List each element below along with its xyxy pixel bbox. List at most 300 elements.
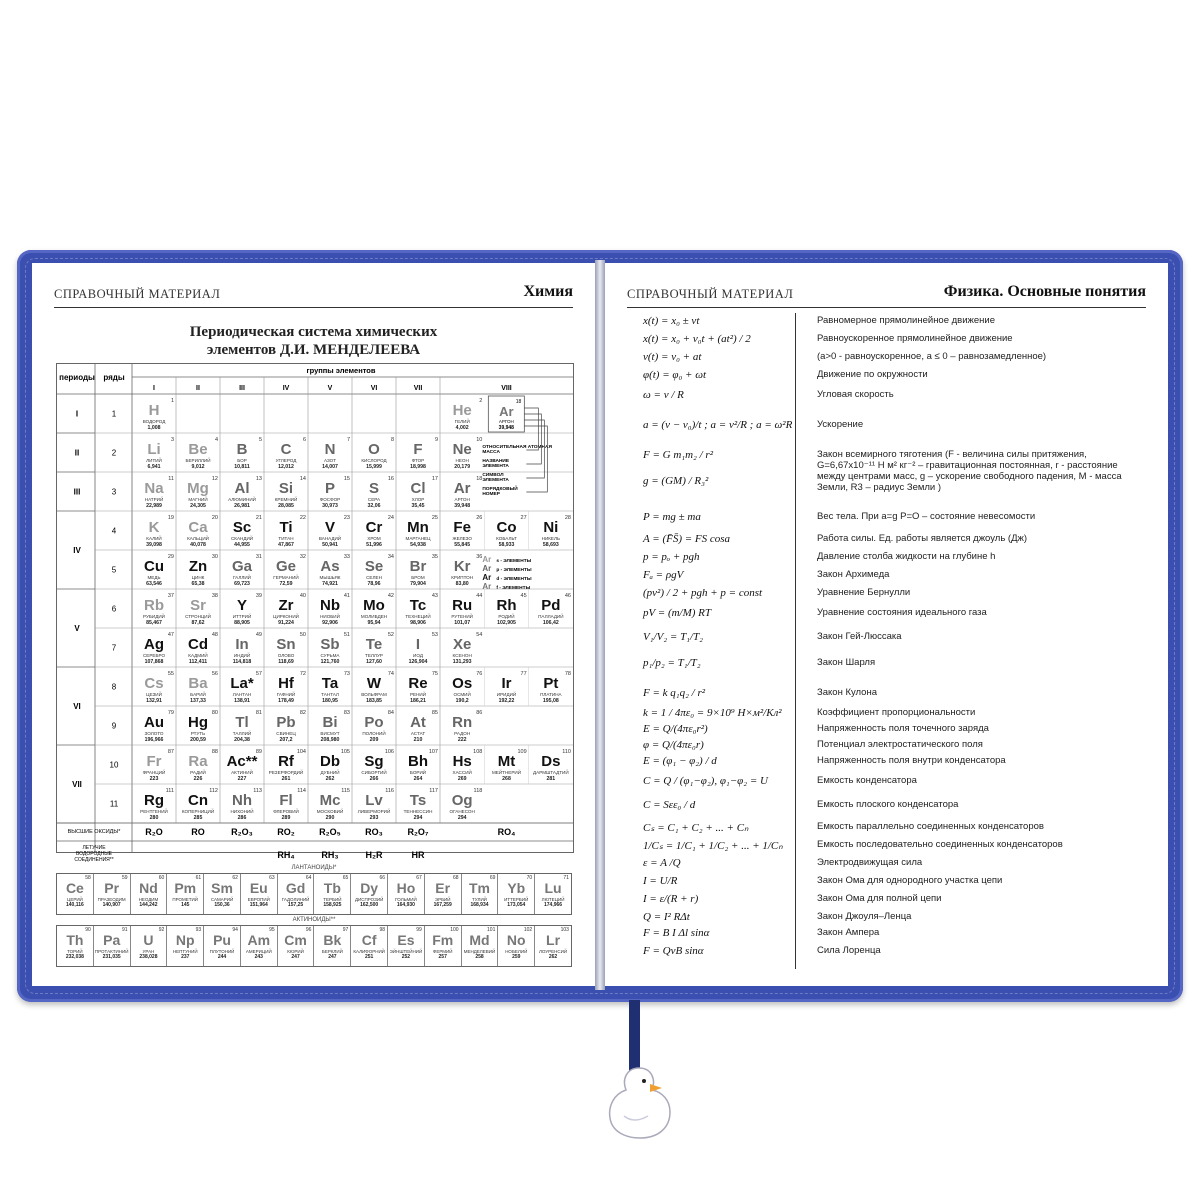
- atomic-number: 84: [387, 710, 394, 716]
- element-symbol: As: [320, 558, 340, 575]
- f-block: [56, 865, 572, 967]
- atomic-mass: 50,941: [322, 542, 338, 548]
- element-symbol: H: [148, 402, 160, 419]
- element-name: ИТТРИЙ: [232, 614, 252, 619]
- element-name: ЦЕЗИЙ: [146, 692, 162, 697]
- atomic-mass: 164,930: [396, 902, 415, 908]
- element-name: НЕОДИМ: [138, 897, 159, 902]
- atomic-mass: 208,980: [320, 737, 340, 743]
- hydrides-label: ЛЕТУЧИЕ: [82, 845, 106, 851]
- atomic-number: 74: [387, 671, 394, 677]
- atomic-number: 43: [431, 593, 438, 599]
- f-element-cell: [131, 926, 168, 966]
- atomic-mass: 39,098: [146, 542, 162, 548]
- element-symbol: Ar: [453, 480, 471, 497]
- atomic-number: 95: [269, 927, 275, 933]
- element-symbol: Po: [364, 714, 384, 731]
- formula-description: Напряженность поля внутри конденсатора: [817, 755, 1006, 766]
- atomic-mass: 251: [364, 954, 374, 960]
- atomic-mass: 150,36: [214, 902, 230, 908]
- atomic-number: 83: [343, 710, 350, 716]
- element-symbol: Ti: [279, 519, 293, 536]
- element-name: УГЛЕРОД: [275, 458, 297, 463]
- formula-description: Движение по окружности: [817, 369, 928, 380]
- atomic-number: 3: [170, 437, 174, 443]
- formula: E = (φ₁ − φ₂) / d: [643, 755, 717, 767]
- formula: F = B I Δl sinα: [643, 927, 710, 939]
- element-name: СКАНДИЙ: [230, 536, 254, 541]
- atomic-number: 78: [564, 671, 571, 677]
- element-symbol: Cr: [365, 519, 383, 536]
- oxide-formula: R₂O₇: [407, 827, 429, 837]
- element-name: СЕРЕБРО: [142, 653, 166, 658]
- atomic-number: 65: [342, 875, 349, 881]
- atomic-mass: 10,811: [234, 464, 250, 470]
- atomic-mass: 247: [328, 954, 337, 960]
- element-symbol: Sg: [364, 753, 384, 770]
- element-name: АМЕРИЦИЙ: [245, 949, 272, 954]
- oxide-formula: R₂O: [145, 827, 163, 837]
- atomic-mass: 223: [149, 776, 159, 782]
- group-label: VI: [370, 385, 378, 392]
- atomic-mass: 126,904: [408, 659, 428, 665]
- element-symbol: Re: [408, 675, 428, 692]
- actinides-caption: АКТИНОИДЫ**: [292, 917, 336, 923]
- oxide-formula: R₂O₅: [319, 827, 341, 837]
- element-symbol: C: [280, 441, 292, 458]
- element-name: КАЛЬЦИЙ: [187, 536, 209, 541]
- f-element-cell: [498, 874, 535, 914]
- atomic-mass: 12,012: [278, 464, 294, 470]
- element-symbol: Sm: [211, 880, 233, 896]
- element-symbol: Th: [66, 932, 84, 948]
- element-symbol: Fe: [453, 519, 471, 536]
- atomic-number: 113: [253, 788, 262, 794]
- atomic-mass: 58,933: [498, 542, 515, 548]
- atomic-mass: 20,179: [454, 464, 471, 470]
- element-symbol: Hg: [188, 714, 208, 731]
- atomic-number: 107: [428, 749, 438, 755]
- element-symbol: Ag: [144, 636, 164, 653]
- element-symbol: Tc: [409, 597, 427, 614]
- element-symbol: Cf: [361, 932, 377, 948]
- element-symbol: Og: [451, 792, 473, 809]
- element-symbol: Nh: [232, 792, 252, 809]
- element-name: СИБОРГИЙ: [361, 770, 387, 775]
- atomic-number: 10: [476, 437, 483, 443]
- element-name: ФЕРМИЙ: [432, 949, 453, 954]
- element-symbol: Rg: [144, 792, 164, 809]
- f-element-cell: [278, 926, 315, 966]
- atomic-mass: 178,49: [278, 698, 294, 704]
- atomic-number: 114: [297, 788, 306, 794]
- atomic-number: 76: [476, 671, 483, 677]
- hydride-formula: H₂R: [365, 850, 383, 860]
- element-symbol: F: [413, 441, 423, 458]
- atomic-mass: 192,22: [498, 698, 515, 704]
- formula: ε = A /Q: [643, 857, 681, 869]
- element-symbol: Ba: [188, 675, 208, 692]
- element-symbol: Nd: [139, 880, 158, 896]
- formula-description: Закон Ома для однородного участка цепи: [817, 875, 1003, 886]
- formula: I = U/R: [643, 875, 678, 887]
- element-name: ВОДОРОД: [142, 419, 166, 424]
- element-name: КЮРИЙ: [287, 949, 304, 954]
- atomic-number: 98: [379, 927, 386, 933]
- element-name: ДАРМШТАДТИЙ: [533, 770, 569, 775]
- element-name: БРОМ: [411, 575, 425, 580]
- atomic-number: 40: [299, 593, 306, 599]
- formula: pV = (m/M) RT: [643, 607, 712, 619]
- element-name: РАДОН: [454, 731, 471, 736]
- atomic-number: 28: [564, 515, 571, 521]
- element-name: МАГНИЙ: [188, 497, 208, 502]
- atomic-number: 85: [431, 710, 438, 716]
- atomic-number: 66: [379, 875, 386, 881]
- atomic-number: 26: [476, 515, 483, 521]
- element-name: ЕВРОПИЙ: [247, 897, 270, 902]
- atomic-mass: 158,925: [323, 902, 342, 908]
- atomic-number: 96: [305, 927, 312, 933]
- element-name: РЕЗЕРФОРДИЙ: [268, 770, 304, 775]
- element-symbol: Ge: [275, 558, 297, 575]
- element-name: САМАРИЙ: [210, 897, 234, 902]
- atomic-mass: 247: [291, 954, 300, 960]
- element-symbol: Rf: [278, 753, 294, 770]
- atomic-mass: 78,96: [367, 581, 381, 587]
- element-name: ХЛОР: [411, 497, 425, 502]
- atomic-mass: 28,085: [278, 503, 294, 509]
- formula-description: Давление столба жидкости на глубине h: [817, 551, 996, 562]
- group-label: VIII: [501, 385, 512, 392]
- atomic-mass: 72,59: [279, 581, 293, 587]
- element-name: ТАЛЛИЙ: [232, 731, 252, 736]
- row-number: 3: [111, 487, 117, 497]
- formula-description: Закон Гей-Люссака: [817, 631, 902, 642]
- atomic-number: 71: [563, 875, 569, 881]
- formula-description: Закон Ампера: [817, 927, 880, 938]
- element-symbol: Zn: [188, 558, 208, 575]
- element-name: КСЕНОН: [452, 653, 472, 658]
- atomic-number: 19: [167, 515, 174, 521]
- atomic-number: 2: [479, 398, 483, 404]
- element-name: РАДИЙ: [190, 770, 206, 775]
- atomic-mass: 112,411: [188, 659, 208, 665]
- period-label: II: [74, 448, 80, 458]
- atomic-number: 20: [211, 515, 218, 521]
- left-header-title: Химия: [523, 283, 573, 300]
- element-symbol: Lu: [544, 880, 562, 896]
- atomic-mass: 168,934: [470, 902, 489, 908]
- formula: x(t) = x₀ ± vt: [643, 315, 700, 327]
- atomic-number: 69: [489, 875, 496, 881]
- atomic-mass: 4,002: [455, 425, 469, 431]
- element-symbol: Gd: [285, 880, 306, 896]
- element-symbol: La*: [230, 675, 254, 692]
- element-symbol: Cn: [188, 792, 208, 809]
- atomic-number: 21: [255, 515, 262, 521]
- title-line-2: элементов Д.И. МЕНДЕЛЕЕВА: [206, 342, 421, 358]
- element-symbol: Pt: [543, 675, 559, 692]
- group-label: II: [196, 385, 200, 392]
- atomic-number: 24: [387, 515, 394, 521]
- formula: I = ε/(R + r): [643, 893, 699, 905]
- hydride-formula: RH₄: [277, 850, 295, 860]
- element-symbol: Bi: [322, 714, 338, 731]
- element-name: ТАНТАЛ: [321, 692, 339, 697]
- oxide-formula: RO₃: [365, 827, 383, 837]
- element-symbol: Es: [397, 932, 415, 948]
- element-symbol: Xe: [452, 636, 472, 653]
- f-element-cell: [535, 874, 571, 914]
- atomic-mass: 210: [413, 737, 423, 743]
- atomic-mass: 54,938: [410, 542, 426, 548]
- element-symbol: Mt: [497, 753, 516, 770]
- element-name: КОБАЛЬТ: [496, 536, 517, 541]
- atomic-mass: 232,038: [65, 954, 84, 960]
- atomic-number: 101: [487, 927, 496, 933]
- f-element-cell: [314, 874, 351, 914]
- atomic-number: 97: [342, 927, 349, 933]
- element-symbol: Kr: [453, 558, 471, 575]
- element-name: МЕЙТНЕРИЙ: [491, 770, 522, 775]
- element-name: ПРОТАКТИНИЙ: [94, 949, 129, 954]
- element-symbol: U: [143, 932, 154, 948]
- atomic-mass: 102,905: [497, 620, 516, 626]
- element-name: ТЕРБИЙ: [323, 897, 342, 902]
- element-name: ДИСПРОЗИЙ: [354, 897, 384, 902]
- element-name: ЖЕЛЕЗО: [452, 536, 472, 541]
- atomic-mass: 269: [457, 776, 467, 782]
- formula: C = Sεε₀ / d: [643, 799, 696, 811]
- atomic-mass: 83,80: [455, 581, 469, 587]
- atomic-mass: 51,996: [366, 542, 382, 548]
- element-symbol: Ta: [321, 675, 339, 692]
- element-name: ВАНАДИЙ: [318, 536, 342, 541]
- period-label: I: [75, 409, 79, 419]
- element-symbol: Cs: [144, 675, 164, 692]
- atomic-mass: 140,907: [102, 902, 121, 908]
- formula: φ(t) = φ₀ + ωt: [643, 369, 707, 381]
- right-header-title: Физика. Основные понятия: [943, 283, 1146, 300]
- period-label: IV: [73, 546, 81, 555]
- atomic-mass: 238,028: [139, 954, 158, 960]
- element-name: УРАН: [142, 949, 155, 954]
- element-name: ФОСФОР: [319, 497, 341, 502]
- element-symbol: Mo: [363, 597, 385, 614]
- atomic-mass: 209: [369, 737, 379, 743]
- atomic-mass: 95,94: [367, 620, 381, 626]
- element-name: КОПЕРНИЦИЙ: [181, 809, 215, 814]
- atomic-number: 112: [209, 788, 218, 794]
- element-name: БОРИЙ: [409, 770, 427, 775]
- formula-description: Напряженность поля точечного заряда: [817, 723, 989, 734]
- atomic-number: 42: [387, 593, 394, 599]
- atomic-number: 68: [453, 875, 459, 881]
- f-element-cell: [314, 926, 351, 966]
- atomic-number: 117: [429, 788, 438, 794]
- atomic-number: 45: [520, 593, 527, 599]
- atomic-mass: 140,116: [65, 902, 84, 908]
- atomic-mass: 26,981: [234, 503, 250, 509]
- element-symbol: Li: [147, 441, 161, 458]
- element-name: ЦЕРИЙ: [66, 897, 83, 902]
- element-symbol: Ir: [501, 675, 512, 692]
- element-name: КАДМИЙ: [188, 653, 208, 658]
- f-element-cell: [94, 926, 131, 966]
- atomic-number: 15: [343, 476, 350, 482]
- lanthanides-row: [56, 873, 572, 915]
- atomic-mass: 151,964: [249, 902, 268, 908]
- element-name: СУРЬМА: [320, 653, 340, 658]
- element-symbol: Y: [236, 597, 248, 614]
- element-symbol: Sc: [232, 519, 252, 536]
- element-name: ТЕХНЕЦИЙ: [405, 614, 431, 619]
- f-element-cell: [278, 874, 315, 914]
- element-symbol: Ac**: [226, 753, 258, 770]
- atomic-mass: 55,845: [454, 542, 471, 548]
- legend-symbol: Ar: [499, 404, 514, 419]
- atomic-mass: 1,008: [147, 425, 161, 431]
- element-symbol: Nb: [320, 597, 340, 614]
- formula: x(t) = x₀ + v₀t + (at²) / 2: [643, 333, 751, 345]
- element-symbol: Cu: [144, 558, 164, 575]
- atomic-number: 79: [167, 710, 174, 716]
- oxides-label: ВЫСШИЕ ОКСИДЫ*: [67, 829, 121, 835]
- atomic-mass: 180,95: [322, 698, 338, 704]
- element-symbol: Am: [247, 932, 271, 948]
- atomic-mass: 200,59: [190, 737, 206, 743]
- atomic-number: 4: [214, 437, 218, 443]
- duck-charm-icon: [604, 1064, 674, 1140]
- legend-leader: [524, 414, 541, 464]
- element-name: НИОБИЙ: [320, 614, 340, 619]
- formula-description: Закон Кулона: [817, 687, 877, 698]
- atomic-number: 99: [416, 927, 422, 933]
- element-symbol: Co: [496, 519, 517, 536]
- element-name: ДУБНИЙ: [320, 770, 340, 775]
- atomic-mass: 121,760: [320, 659, 340, 665]
- element-name: ГЕЛИЙ: [454, 419, 470, 424]
- atomic-number: 36: [476, 554, 483, 560]
- formula-description: Вес тела. При a=g P=O – состояние невесомости: [817, 511, 1036, 522]
- element-name: ЛЮТЕЦИЙ: [541, 897, 565, 902]
- formula: E = Q/(4πε₀r²): [643, 723, 708, 735]
- group-label: VII: [413, 385, 423, 392]
- element-symbol: Si: [278, 480, 294, 497]
- formula: A = (F̄S̄) = FS cosa: [643, 533, 731, 545]
- element-name: РУТЕНИЙ: [451, 614, 474, 619]
- row-number: 4: [111, 526, 117, 536]
- formula-description: Емкость последовательно соединенных конденсаторов: [817, 839, 1063, 850]
- atomic-mass: 294: [413, 815, 423, 821]
- element-name: СВИНЕЦ: [276, 731, 296, 736]
- element-symbol: Tl: [235, 714, 249, 731]
- legend-type-label: s - ЭЛЕМЕНТЫ: [496, 559, 532, 564]
- f-element-cell: [425, 874, 462, 914]
- atomic-mass: 285: [193, 815, 203, 821]
- atomic-number: 100: [450, 927, 459, 933]
- element-name: ВИСМУТ: [320, 731, 340, 736]
- element-symbol: Mg: [187, 480, 209, 497]
- atomic-number: 9: [434, 437, 438, 443]
- legend-type-symbol: Ar: [482, 564, 492, 573]
- atomic-mass: 290: [325, 815, 335, 821]
- element-symbol: Hs: [452, 753, 472, 770]
- element-name: ТЕЛЛУР: [365, 653, 383, 658]
- element-symbol: Se: [364, 558, 384, 575]
- element-name: МОЛИБДЕН: [360, 614, 388, 619]
- atomic-mass: 261: [281, 776, 291, 782]
- atomic-mass: 106,42: [542, 620, 559, 626]
- element-name: ПЛУТОНИЙ: [209, 949, 235, 954]
- atomic-number: 61: [195, 875, 202, 881]
- row-number: 5: [111, 565, 117, 575]
- element-name: КАЛИЙ: [146, 536, 162, 541]
- element-symbol: Cd: [188, 636, 208, 653]
- atomic-number: 89: [255, 749, 262, 755]
- f-element-cell: [388, 874, 425, 914]
- atomic-mass: 264: [413, 776, 423, 782]
- atomic-number: 63: [269, 875, 275, 881]
- atomic-number: 111: [165, 788, 174, 794]
- atomic-mass: 98,906: [410, 620, 426, 626]
- atomic-number: 108: [473, 749, 483, 755]
- atomic-mass: 190,2: [455, 698, 469, 704]
- formula-description: Ускорение: [817, 419, 864, 430]
- formula: Fₐ = ρgV: [643, 569, 684, 581]
- atomic-number: 94: [232, 927, 238, 933]
- atomic-number: 16: [387, 476, 394, 482]
- atomic-mass: 92,906: [322, 620, 338, 626]
- atomic-number: 82: [299, 710, 306, 716]
- atomic-mass: 167,259: [433, 902, 452, 908]
- atomic-mass: 88,905: [234, 620, 250, 626]
- element-symbol: Pa: [103, 932, 121, 948]
- atomic-mass: 195,08: [542, 698, 559, 704]
- atomic-mass: 294: [457, 815, 467, 821]
- lanthanides-caption: ЛАНТАНОИДЫ*: [291, 865, 337, 871]
- element-symbol: Cm: [284, 932, 307, 948]
- element-symbol: Br: [409, 558, 427, 575]
- formula-description: Сила Лоренца: [817, 945, 881, 956]
- element-name: КРИПТОН: [451, 575, 474, 580]
- period-label: VII: [72, 780, 82, 789]
- atomic-mass: 32,06: [367, 503, 381, 509]
- element-symbol: Rn: [452, 714, 473, 731]
- element-symbol: Mn: [407, 519, 429, 536]
- period-label: III: [73, 487, 81, 497]
- element-name: БЕРКЛИЙ: [321, 949, 343, 954]
- atomic-number: 115: [341, 788, 350, 794]
- periodic-table-title: [32, 323, 595, 359]
- atomic-mass: 186,21: [410, 698, 426, 704]
- row-number: 7: [111, 643, 117, 653]
- element-symbol: Dy: [360, 880, 379, 896]
- legend-label: НАЗВАНИЕ: [482, 459, 510, 464]
- formula-description: Электродвижущая сила: [817, 857, 923, 868]
- atomic-mass: 183,85: [366, 698, 382, 704]
- row-number: 6: [111, 604, 117, 614]
- formula-description: Работа силы. Ед. работы является джоуль (Дж): [817, 533, 1028, 544]
- atomic-mass: 63,546: [146, 581, 162, 587]
- atomic-number: 75: [431, 671, 438, 677]
- element-symbol: Ts: [409, 792, 427, 809]
- atomic-mass: 14,007: [322, 464, 338, 470]
- atomic-number: 31: [255, 554, 262, 560]
- formula-description: Уравнение Бернулли: [817, 587, 911, 598]
- element-symbol: Ce: [65, 880, 84, 896]
